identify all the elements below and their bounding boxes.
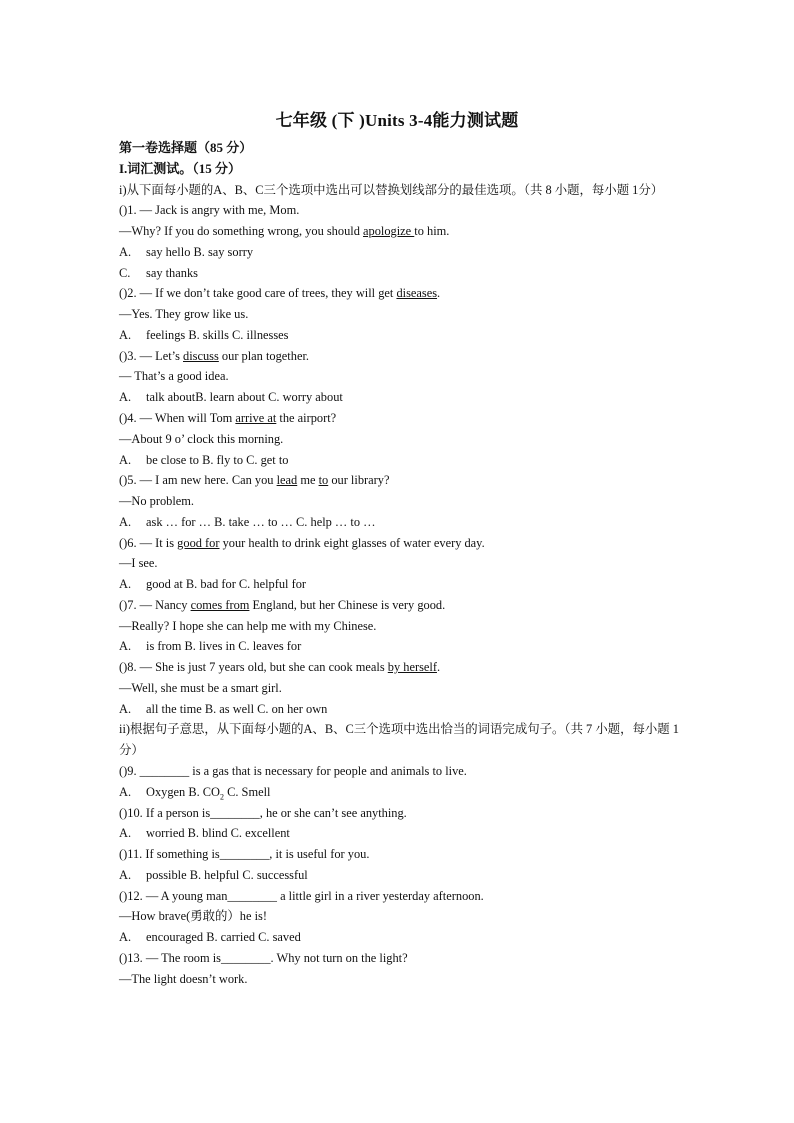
question-1-answer: —Why? If you do something wrong, you should apologize to him. [119,224,450,239]
question-7-options: A. is from B. lives in C. leaves for [119,639,302,654]
question-6-answer: —I see. [119,556,158,571]
question-3: ()3. — Let’s discuss our plan together. [119,348,309,363]
question-3-answer: — That’s a good idea. [119,369,229,384]
question-9: ()9. ________ is a gas that is necessary for people and animals to live. [119,764,467,779]
question-3-options: A. talk aboutB. learn about C. worry about [119,390,343,405]
question-1-options-c: C. say thanks [119,265,198,280]
question-7-answer: —Really? I hope she can help me with my Chinese. [119,618,377,633]
question-8-options: A. all the time B. as well C. on her own [119,701,328,716]
question-5-options: A. ask … for … B. take … to … C. help … to … [119,514,376,529]
question-11: ()11. If something is________, it is useful for you. [119,847,370,862]
underlined-word: good for [177,535,220,550]
question-12-answer: —How brave(勇敢的）he is! [119,909,267,924]
question-4-options: A. be close to B. fly to C. get to [119,452,289,467]
question-1-options-a: A. say hello B. say sorry [119,244,254,259]
question-13: ()13. — The room is________. Why not turn on the light? [119,950,408,965]
question-9-options: A. Oxygen B. $CO_2$ C. Smell [119,784,271,802]
part-heading: 第一卷选择题（85 分） [119,140,253,155]
question-4: ()4. — When will Tom arrive at the airport? [119,410,337,425]
question-12: ()12. — A young man________ a little girl in a river yesterday afternoon. [119,888,484,903]
page-title: 七年级 (下 )Units 3-4能力测试题 [275,111,519,130]
underlined-word: comes from [190,597,250,612]
instruction-i: i)从下面每小题的A、B、C三个选项中选出可以替换划线部分的最佳选项。（共 8 小题，每小题 1分） [119,182,664,197]
question-2-answer: —Yes. They grow like us. [119,307,249,322]
underlined-word: arrive at [235,410,277,425]
underlined-word: lead [276,473,298,488]
instruction-ii: ii)根据句子意思，从下面每小题的A、B、C三个选项中选出恰当的词语完成句子。（共 7 小题，每小题 1分） [119,722,679,758]
question-2-options: A. feelings B. skills C. illnesses [119,327,289,342]
question-10: ()10. If a person is________, he or she can’t see anything. [119,805,407,820]
underlined-word: diseases [396,286,438,301]
section-heading: I.词汇测试。（15 分） [119,160,242,176]
question-4-answer: —About 9 o’ clock this morning. [119,431,284,446]
question-13-answer: —The light doesn’t work. [119,971,248,986]
question-11-options: A. possible B. helpful C. successful [119,867,308,882]
question-5-answer: —No problem. [119,494,195,509]
question-1: ()1. — Jack is angry with me, Mom. [119,203,300,218]
question-10-options: A. worried B. blind C. excellent [119,826,290,841]
question-8-answer: —Well, she must be a smart girl. [119,680,282,695]
question-7: ()7. — Nancy comes from England, but her Chinese is very good. [119,597,446,612]
question-5: ()5. — I am new here. Can you lead me to our library? [119,473,390,488]
question-8: ()8. — She is just 7 years old, but she can cook meals by herself. [119,660,441,675]
question-12-options: A. encouraged B. carried C. saved [119,930,301,945]
underlined-word: discuss [183,348,219,363]
question-2: ()2. — If we don’t take good care of trees, they will get diseases. [119,286,441,301]
question-6-options: A. good at B. bad for C. helpful for [119,577,307,592]
document-body [119,138,679,989]
underlined-word: apologize [363,224,415,239]
question-6: ()6. — It is good for your health to drink eight glasses of water every day. [119,535,485,550]
underlined-word: to [318,473,329,488]
underlined-word: by herself [387,660,437,675]
